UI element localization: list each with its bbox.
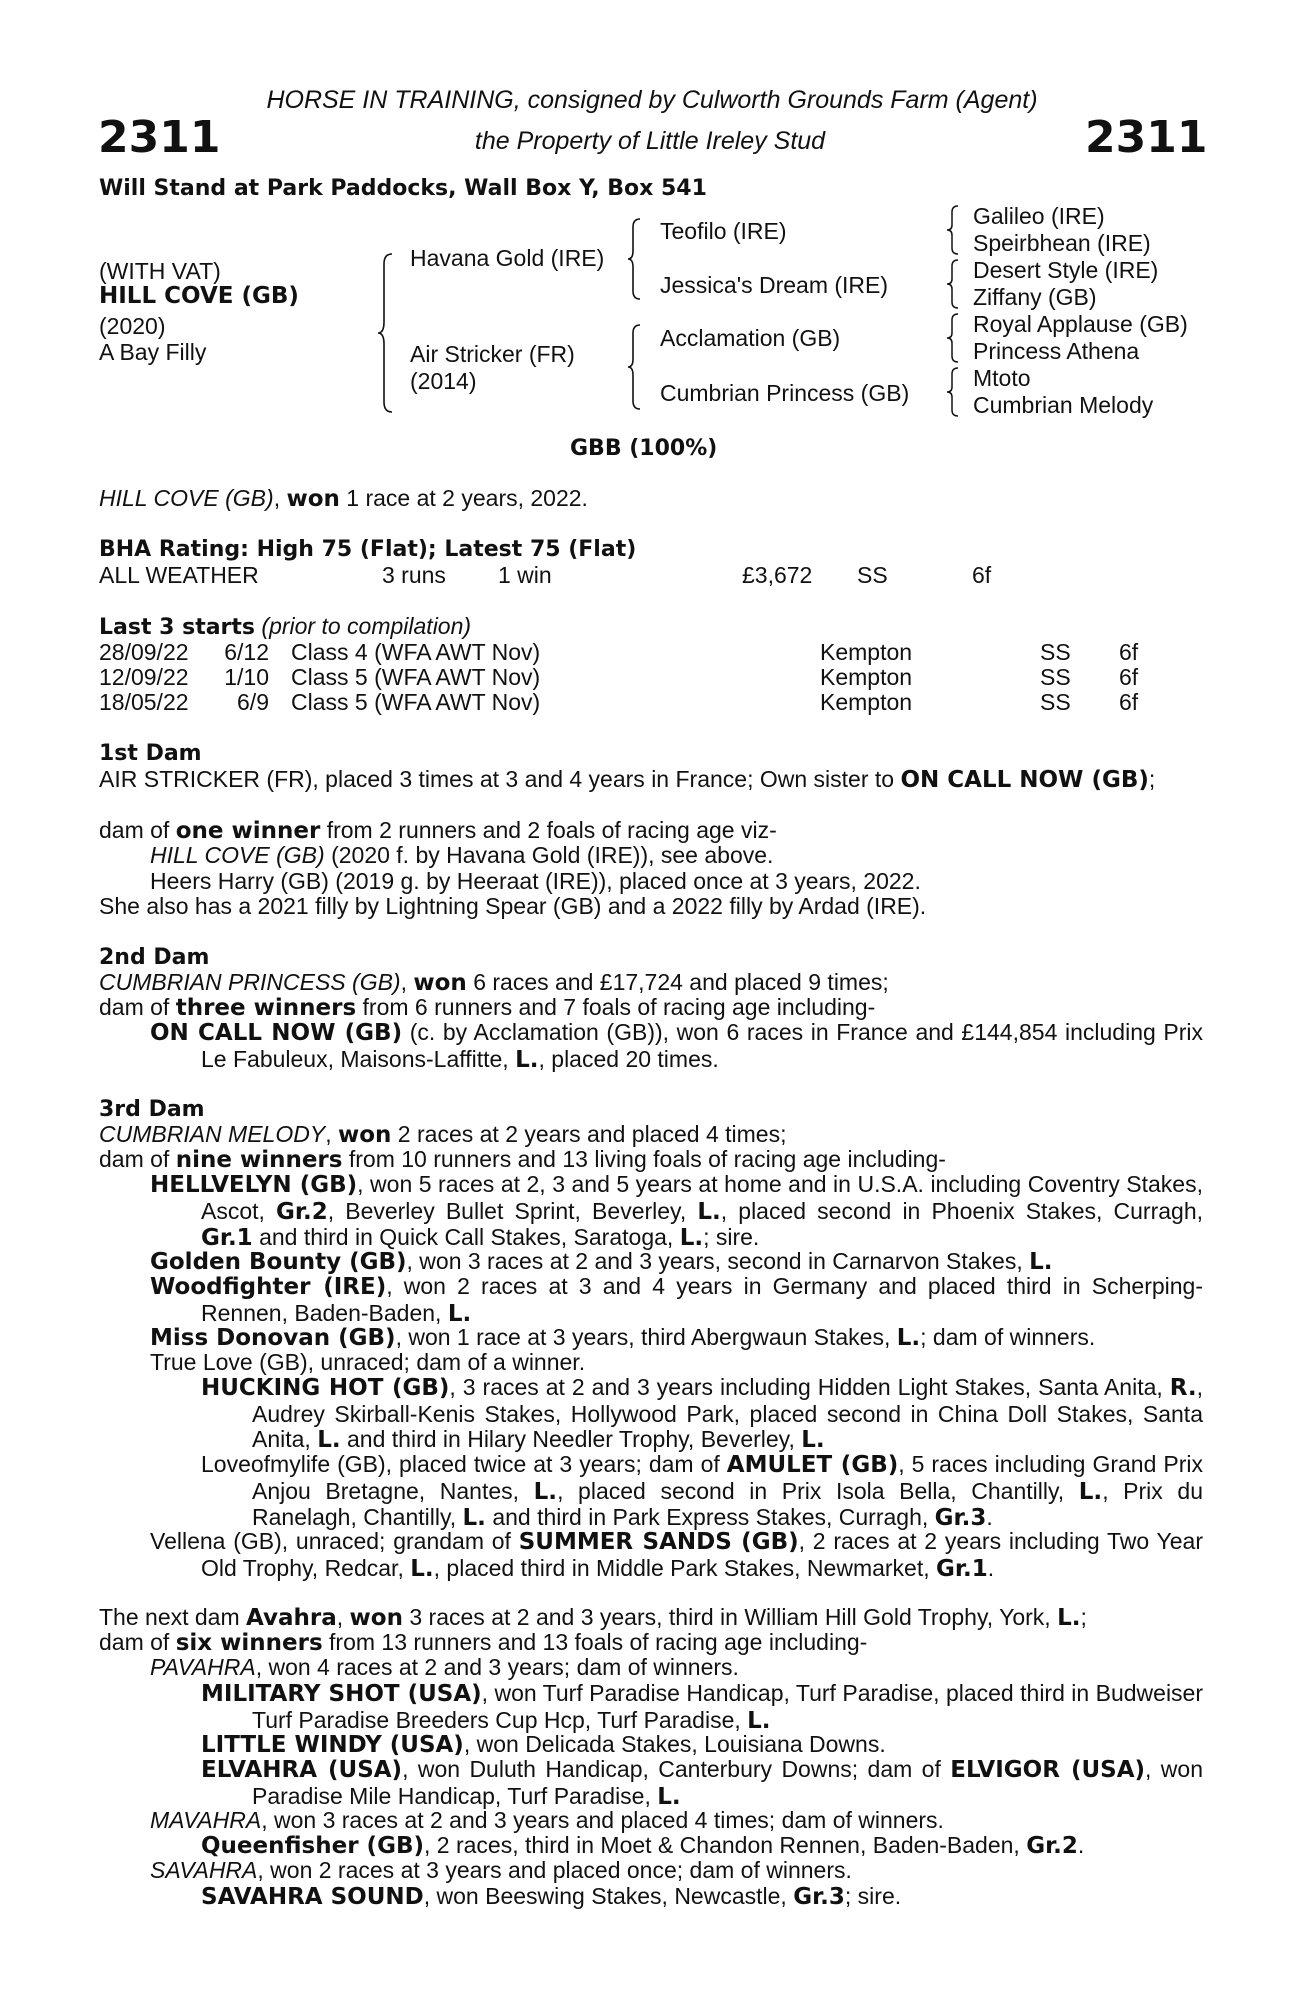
text: , 3 races at 2 and 3 years including Hidden Light Stakes, Santa Anita, (449, 1374, 1170, 1400)
text: (2020 f. by Havana Gold (IRE)), see above. (324, 842, 774, 868)
produce-woodfighter (150, 1274, 1203, 1327)
text: , won 3 races at 2 and 3 years, second in Carnarvon Stakes, (406, 1248, 1030, 1274)
text: . (986, 1504, 993, 1531)
gg-mtoto: Mtoto (973, 365, 1031, 391)
summary-horse-name: HILL COVE (GB) (99, 485, 274, 511)
horse-name: Avahra (246, 1605, 337, 1631)
text: , (325, 1121, 338, 1147)
text: (c. by Acclamation (GB)), won 6 races in France and £144,854 including Prix Le Fabuleux, Maisons-Laffitte, (201, 1019, 1203, 1072)
won-label: won (413, 970, 467, 996)
start-position: 6/9 (237, 689, 269, 715)
text: , placed second in Phoenix Stakes, Curragh, (720, 1197, 1203, 1224)
second-dam-title: 2nd Dam (99, 945, 210, 970)
text: . (1077, 1832, 1085, 1858)
sire-name: Havana Gold (IRE) (410, 245, 605, 271)
race-grade: L. (697, 1198, 721, 1225)
wins: 1 win (498, 562, 552, 588)
horse-name: SAVAHRA SOUND (201, 1884, 424, 1910)
race-grade: L. (657, 1783, 681, 1810)
consignor-line: HORSE IN TRAINING, consigned by Culworth Grounds Farm (Agent) (266, 86, 1038, 114)
text: , won Turf Paradise Handicap, Turf Paradise, placed third in Budweiser Turf Paradise Breeders Cup Hcp, Turf Paradise, (252, 1680, 1203, 1733)
start-date: 28/09/22 (99, 639, 189, 665)
text: , Prix du Ranelagh, Chantilly, (252, 1477, 1203, 1531)
text: 2 races at 2 years and placed 4 times; (391, 1121, 787, 1147)
horse-description: A Bay Filly (99, 339, 207, 365)
text: ; dam of winners. (920, 1324, 1096, 1350)
property-line: the Property of Little Ireley Stud (474, 127, 826, 155)
first-dam-produce-line (99, 818, 777, 845)
horse-name: ON CALL NOW (GB) (150, 1020, 403, 1046)
horse-name: MILITARY SHOT (USA) (201, 1681, 482, 1707)
third-dam-line (99, 1122, 786, 1149)
race-grade: R. (1169, 1375, 1197, 1401)
text: Loveofmylife (GB), placed twice at 3 years; dam of (201, 1451, 727, 1477)
going: SS (857, 562, 888, 588)
text: and third in Park Express Stakes, Curragh, (485, 1504, 935, 1531)
brace-g1 (945, 204, 961, 256)
produce-little-windy (201, 1732, 886, 1759)
race-grade: L. (679, 1225, 704, 1252)
table-row (99, 640, 1203, 666)
produce-miss-donovan (150, 1325, 1095, 1352)
text: , won Paradise Mile Handicap, Turf Paradise, (252, 1756, 1203, 1809)
first-dam-title: 1st Dam (99, 741, 202, 766)
race-grade: L. (747, 1707, 771, 1734)
text: , (336, 1604, 350, 1630)
dam-year: (2014) (410, 368, 477, 394)
text: dam of (99, 817, 176, 843)
text: from 2 runners and 2 foals of racing age viz- (320, 817, 777, 843)
start-course: Kempton (820, 664, 913, 690)
gg-speirbhean: Speirbhean (IRE) (973, 230, 1151, 256)
start-race: Class 4 (WFA AWT Nov) (291, 639, 541, 665)
produce-elvahra (201, 1757, 1203, 1810)
start-going: SS (1040, 689, 1071, 715)
horse-name: PAVAHRA (150, 1654, 256, 1680)
horse-name: MAVAHRA (150, 1807, 262, 1833)
text: and third in Quick Call Stakes, Saratoga, (252, 1224, 680, 1251)
bha-rating-title: BHA Rating: High 75 (Flat); Latest 75 (Flat) (99, 537, 637, 562)
surface: ALL WEATHER (99, 562, 259, 588)
sire-sire: Teofilo (IRE) (660, 218, 787, 244)
text: from 6 runners and 7 foals of racing age including- (356, 994, 876, 1020)
lot-number-left: 2311 (98, 112, 221, 163)
winners-count: six winners (175, 1630, 323, 1656)
start-going: SS (1040, 664, 1071, 690)
text: and third in Hilary Needler Trophy, Beverley, (340, 1426, 802, 1453)
runs: 3 runs (382, 562, 446, 588)
race-grade: L. (447, 1300, 472, 1327)
race-grade: L. (1078, 1478, 1103, 1505)
horse-name: CUMBRIAN PRINCESS (GB) (99, 969, 401, 995)
horse-name: ELVAHRA (USA) (201, 1757, 403, 1783)
sire-dam: Jessica's Dream (IRE) (660, 272, 889, 298)
next-dam-produce-line (99, 1630, 867, 1657)
gbb-rating: GBB (100%) (570, 436, 718, 461)
start-position: 6/12 (224, 639, 269, 665)
last-starts-title: Last 3 starts (99, 615, 256, 640)
third-dam-title: 3rd Dam (99, 1097, 205, 1122)
race-grade: L. (1029, 1249, 1053, 1275)
produce-military-shot (201, 1681, 1203, 1734)
horse-name: HILL COVE (GB) (150, 842, 325, 868)
brace-g2 (945, 258, 961, 310)
race-summary: HILL COVE (GB), won 1 race at 2 years, 2022. (99, 485, 588, 512)
text: , placed 20 times. (538, 1045, 719, 1072)
winners-count: three winners (175, 995, 357, 1021)
horse-name: Golden Bounty (GB) (150, 1249, 407, 1275)
horse-name: Queenfisher (GB) (201, 1833, 424, 1859)
text: from 10 runners and 13 living foals of racing age including- (342, 1146, 946, 1172)
race-grade: L. (462, 1505, 486, 1532)
summary-won: won (286, 486, 340, 512)
race-grade: Gr.2 (1026, 1833, 1078, 1859)
horse-name: SUMMER SANDS (GB) (518, 1529, 799, 1555)
produce-savahra-sound (201, 1884, 901, 1911)
race-grade: L. (317, 1427, 341, 1454)
race-grade: L. (896, 1325, 921, 1351)
text: ; (1080, 1604, 1087, 1630)
brace-sire (626, 217, 644, 301)
produce-true-love: True Love (GB), unraced; dam of a winner. (150, 1349, 586, 1375)
race-grade: Gr.3 (934, 1505, 987, 1532)
text: , won 1 race at 3 years, third Abergwaun Stakes, (395, 1324, 897, 1350)
start-distance: 6f (1119, 689, 1139, 715)
produce-golden-bounty (150, 1249, 1053, 1276)
produce-vellena (150, 1529, 1203, 1582)
third-dam-produce-line (99, 1147, 946, 1174)
second-dam-line (99, 970, 889, 997)
gg-royal-applause: Royal Applause (GB) (973, 311, 1188, 337)
produce-hill-cove (150, 843, 773, 869)
gg-desert-style: Desert Style (IRE) (973, 257, 1159, 283)
text: , won Duluth Handicap, Canterbury Downs; dam of (402, 1756, 951, 1782)
race-grade: Gr.1 (936, 1555, 988, 1582)
produce-savahra (150, 1858, 852, 1884)
horse-name: HILL COVE (GB) (99, 283, 299, 309)
produce-hellvelyn (150, 1172, 1203, 1252)
first-dam-para (99, 767, 1203, 794)
race-grade: L. (1057, 1605, 1081, 1631)
start-going: SS (1040, 639, 1071, 665)
race-grade: Gr.2 (276, 1198, 328, 1225)
text: from 13 runners and 13 foals of racing age including- (322, 1629, 868, 1655)
start-date: 18/05/22 (99, 689, 189, 715)
text: The next dam (99, 1604, 247, 1630)
text: , Beverley Bullet Sprint, Beverley, (327, 1197, 698, 1224)
text: , placed third in Middle Park Stakes, Newmarket, (433, 1554, 937, 1581)
race-grade: L. (410, 1555, 434, 1582)
text: , 2 races at 2 years including Two Year Old Trophy, Redcar, (201, 1528, 1204, 1581)
horse-name: HELLVELYN (GB) (150, 1172, 358, 1198)
summary-text: 1 race at 2 years, 2022. (339, 485, 588, 511)
text: , 2 races, third in Moet & Chandon Rennen, Baden-Baden, (424, 1832, 1027, 1858)
start-race: Class 5 (WFA AWT Nov) (291, 664, 541, 690)
text: ; sire. (703, 1224, 760, 1251)
horse-name: ELVIGOR (USA) (950, 1757, 1146, 1783)
dam-name: Air Stricker (FR) (410, 341, 575, 367)
start-race: Class 5 (WFA AWT Nov) (291, 689, 541, 715)
won-label: won (337, 1122, 392, 1148)
vat-label: (WITH VAT) (99, 258, 221, 284)
produce-loveofmylife (201, 1452, 1203, 1532)
text: , won 2 races at 3 and 4 years in Germany and placed third in Scherping-Rennen, Baden-Baden, (201, 1273, 1203, 1326)
all-weather-row (99, 563, 1203, 589)
race-grade: L. (801, 1427, 825, 1454)
text: , won 3 races at 2 and 3 years and placed 4 times; dam of winners. (261, 1807, 944, 1833)
text: , Audrey Skirball-Kenis Stakes, Hollywood Park, placed second in China Doll Stakes, Santa Anita, (252, 1374, 1204, 1453)
gg-ziffany: Ziffany (GB) (973, 284, 1097, 310)
dam-dam: Cumbrian Princess (GB) (660, 380, 910, 406)
start-position: 1/10 (224, 664, 269, 690)
race-grade: Gr.3 (793, 1884, 845, 1910)
horse-year: (2020) (99, 313, 166, 339)
gg-galileo: Galileo (IRE) (973, 203, 1105, 229)
horse-name: LITTLE WINDY (USA) (201, 1732, 464, 1758)
second-dam-produce-line (99, 995, 875, 1022)
race-grade: L. (533, 1478, 558, 1505)
horse-name: ON CALL NOW (GB) (900, 767, 1149, 793)
text: . (987, 1554, 995, 1581)
produce-pavahra (150, 1655, 739, 1681)
text: , placed second in Prix Isola Bella, Chantilly, (557, 1477, 1079, 1504)
start-distance: 6f (1119, 639, 1139, 665)
next-dam-line (99, 1605, 1087, 1632)
prize-money: £3,672 (742, 562, 813, 588)
produce-mavahra (150, 1808, 944, 1834)
produce-hucking-hot (201, 1375, 1203, 1454)
stabling-info: Will Stand at Park Paddocks, Wall Box Y, Box 541 (99, 176, 707, 201)
distance: 6f (972, 562, 992, 588)
horse-name: Miss Donovan (GB) (150, 1325, 396, 1351)
brace-g4 (945, 366, 961, 418)
table-row (99, 690, 1203, 716)
start-date: 12/09/22 (99, 664, 189, 690)
produce-heers-harry: Heers Harry (GB) (2019 g. by Heeraat (IRE)), placed once at 3 years, 2022. (150, 868, 921, 894)
winners-count: one winner (175, 818, 321, 844)
text: AIR STRICKER (FR), placed 3 times at 3 and 4 years in France; Own sister to (99, 766, 901, 792)
horse-name: AMULET (GB) (726, 1452, 899, 1478)
text: , won Beeswing Stakes, Newcastle, (423, 1883, 794, 1909)
lot-number-right: 2311 (1085, 112, 1208, 163)
start-course: Kempton (820, 689, 913, 715)
table-row (99, 665, 1203, 691)
brace-main (376, 252, 398, 414)
start-course: Kempton (820, 639, 913, 665)
horse-name: Woodfighter (IRE) (150, 1274, 387, 1300)
dam-sire: Acclamation (GB) (660, 325, 841, 351)
horse-name: SAVAHRA (150, 1857, 258, 1883)
gg-cumbrian-melody: Cumbrian Melody (973, 392, 1154, 418)
text: 6 races and £17,724 and placed 9 times; (466, 969, 889, 995)
last-starts-heading (99, 614, 471, 641)
text: dam of (99, 1629, 176, 1655)
produce-queenfisher (201, 1833, 1084, 1860)
produce-on-call-now (150, 1020, 1203, 1073)
text: , (400, 969, 414, 995)
start-distance: 6f (1119, 664, 1139, 690)
won-label: won (349, 1605, 403, 1631)
gg-princess-athena: Princess Athena (973, 338, 1140, 364)
horse-name: CUMBRIAN MELODY (99, 1121, 326, 1147)
text: ; sire. (844, 1883, 902, 1909)
winners-count: nine winners (175, 1147, 343, 1173)
first-dam-note: She also has a 2021 filly by Lightning Spear (GB) and a 2022 filly by Ardad (IRE). (99, 893, 927, 919)
text: Vellena (GB), unraced; grandam of (150, 1528, 519, 1554)
text: , won 5 races at 2, 3 and 5 years at home and in U.S.A. including Coventry Stakes, Ascot, (201, 1171, 1203, 1224)
brace-dam (626, 323, 644, 411)
text: dam of (99, 994, 176, 1020)
text: ; (1148, 766, 1156, 792)
text: , won Delicada Stakes, Louisiana Downs. (463, 1731, 886, 1757)
text: , won 4 races at 2 and 3 years; dam of winners. (255, 1654, 739, 1680)
horse-name: HUCKING HOT (GB) (201, 1375, 450, 1401)
race-grade: Gr.1 (201, 1225, 253, 1252)
text: , won 2 races at 3 years and placed once; dam of winners. (257, 1857, 852, 1883)
brace-g3 (945, 312, 961, 364)
race-grade: L. (515, 1046, 539, 1073)
text: , 5 races including Grand Prix Anjou Bretagne, Nantes, (252, 1451, 1203, 1504)
last-starts-note: (prior to compilation) (261, 613, 472, 639)
text: 3 races at 2 and 3 years, third in William Hill Gold Trophy, York, (402, 1604, 1058, 1630)
text: dam of (99, 1146, 176, 1172)
